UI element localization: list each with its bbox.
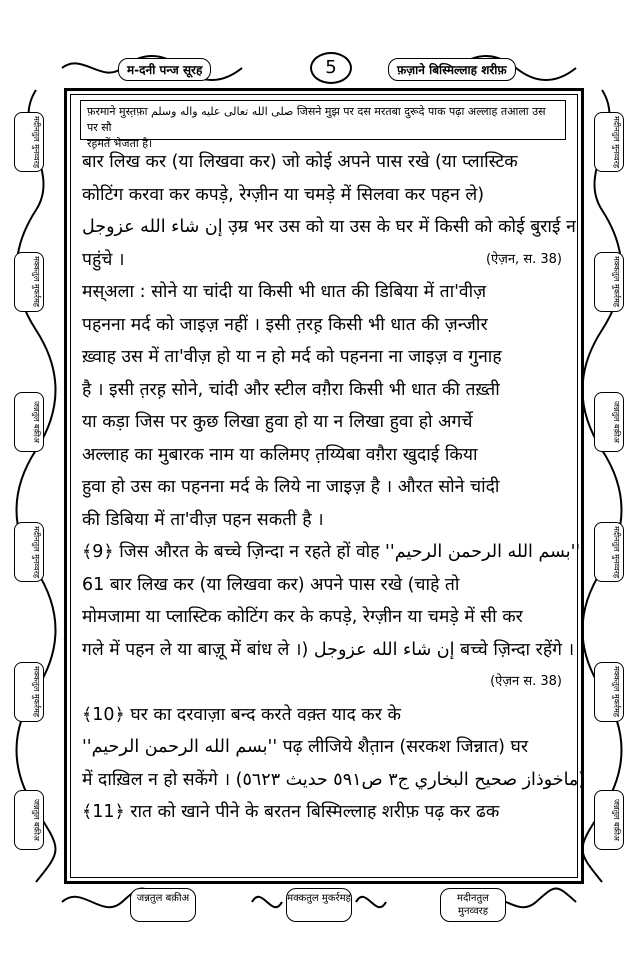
side-label-left: मदीनतुल मुनव्वरह — [14, 522, 44, 582]
text-line: हुवा हो उस का पहनना मर्द के लिये ना जाइज़ है । औरत सोने चांदी — [82, 477, 500, 497]
text-line: ''بسم الله الرحمن الرحيم'' पढ़ लीजिये शैत़ान (सरकश जिन्नात) घर — [82, 737, 528, 757]
side-label-right: जन्नतुल बक़ीअ — [594, 790, 624, 850]
side-label-left: मदीनतुल मुनव्वरह — [14, 112, 44, 172]
text-line: की डिबिया में ता'वीज़ पहन सकती है । — [82, 509, 324, 530]
text-line-with-ref — [82, 244, 562, 277]
side-label-right: मदीनतुल मुनव्वरह — [594, 112, 624, 172]
side-label-right: मदीनतुल मुनव्वरह — [594, 522, 624, 582]
page-number: 5 — [310, 52, 352, 84]
text-line: ﴾11﴿ रात को खाने पीने के बरतन बिस्मिल्लाह शरीफ़ पढ़ कर ढक — [82, 802, 500, 822]
reference: (ऐज़न, स. 38) — [485, 251, 562, 267]
text-line: अल्लाह का मुबारक नाम या कलिमए त़य्यिबा वग़ैरा खुदाई किया — [82, 444, 478, 465]
body-text — [82, 146, 586, 829]
footer-left-label: जन्नतुल बक़ीअ — [130, 888, 196, 922]
text-line: या कड़ा जिस पर कुछ लिखा हुवा हो या न लिखा हुवा हो अगर्चे — [82, 412, 473, 432]
text-line: गले में पहन ले या बाज़ू में बांध ले ।) إن شاء الله عزوجل बच्चे ज़िन्दा रहेंगे । — [82, 639, 575, 660]
footer-center-label: मक्कतुल मुकर्रमह — [286, 888, 352, 922]
side-label-left: जन्नतुल बक़ीअ — [14, 392, 44, 452]
text-line: ﴾9﴿ जिस औरत के बच्चे ज़िन्दा न रहते हों वोह ''بسم الله الرحمن الرحيم'' — [82, 542, 581, 562]
text-line: है । इसी त़रह़ सोने, चांदी और स्टील वग़ैरा किसी भी धात की तख़्ती — [82, 379, 500, 400]
text-line: ﴾10﴿ घर का दरवाज़ा बन्द करते वक़्त याद कर के — [82, 704, 401, 725]
footer-right-label: मदीनतुल मुनव्वरह — [440, 888, 506, 922]
text-line: मस्अला : सोने या चांदी या किसी भी धात की डिबिया में ता'वीज़ — [82, 282, 487, 302]
text-line: ख़्वाह उस में ता'वीज़ हो या न हो मर्द को पहनना ना जाइज़ व गुनाह — [82, 347, 502, 367]
text-line: 61 बार लिख कर (या लिखवा कर) अपने पास रखे (चाहे तो — [82, 574, 460, 595]
text-line: में दाख़िल न हो सकेंगे । (ماخوذاز صحيح البخاري ج٣ ص٥٩١ حديث ٥٦٢٣) — [82, 769, 586, 790]
side-label-left: मक्कतुल मुकर्रमह — [14, 662, 44, 722]
hadith-notice — [80, 100, 566, 150]
notice-line-1: फ़रमाने मुस्त़फ़ा صلى الله تعالى عليه واله وسلم जिसने मुझ पर दस मरतबा दुरूदे पाक पढ़ा अल्लाह तआला उस पर सौ — [87, 105, 546, 134]
side-label-left: जन्नतुल बक़ीअ — [14, 790, 44, 850]
header-right-title: फ़ज़ाने बिस्मिल्लाह शरीफ़ — [388, 58, 516, 81]
text-line: कोटिंग करवा कर कपड़े, रेग्ज़ीन या चमड़े में सिलवा कर पहन ले) — [82, 184, 485, 205]
side-label-right: मक्कतुल मुकर्रमह — [594, 252, 624, 312]
side-label-right: मक्कतुल मुकर्रमह — [594, 662, 624, 722]
text-line: मोमजामा या प्लास्टिक कोटिंग कर के कपड़े, रेग्ज़ीन या चमड़े में सी कर — [82, 607, 523, 627]
reference-line: (ऐज़न स. 38) — [490, 674, 562, 689]
text-line-fragment: पहुंचे । — [82, 249, 125, 270]
text-line: إن شاء الله عزوجل उ़म्र भर उस को या उस के घर में किसी को कोई बुराई न — [82, 217, 576, 237]
header-left-title: म-दनी पन्ज सूरह — [118, 58, 211, 81]
notice-line-2: रह़मतें भेजता है। — [87, 137, 153, 150]
side-label-left: मक्कतुल मुकर्रमह — [14, 252, 44, 312]
side-label-right: जन्नतुल बक़ीअ — [594, 392, 624, 452]
text-line: पहनना मर्द को जाइज़ नहीं । इसी त़रह़ किसी भी धात की ज़न्जीर — [82, 314, 488, 335]
text-line: बार लिख कर (या लिखवा कर) जो कोई अपने पास रखे (या प्लास्टिक — [82, 152, 518, 172]
left-ornament — [10, 90, 62, 882]
